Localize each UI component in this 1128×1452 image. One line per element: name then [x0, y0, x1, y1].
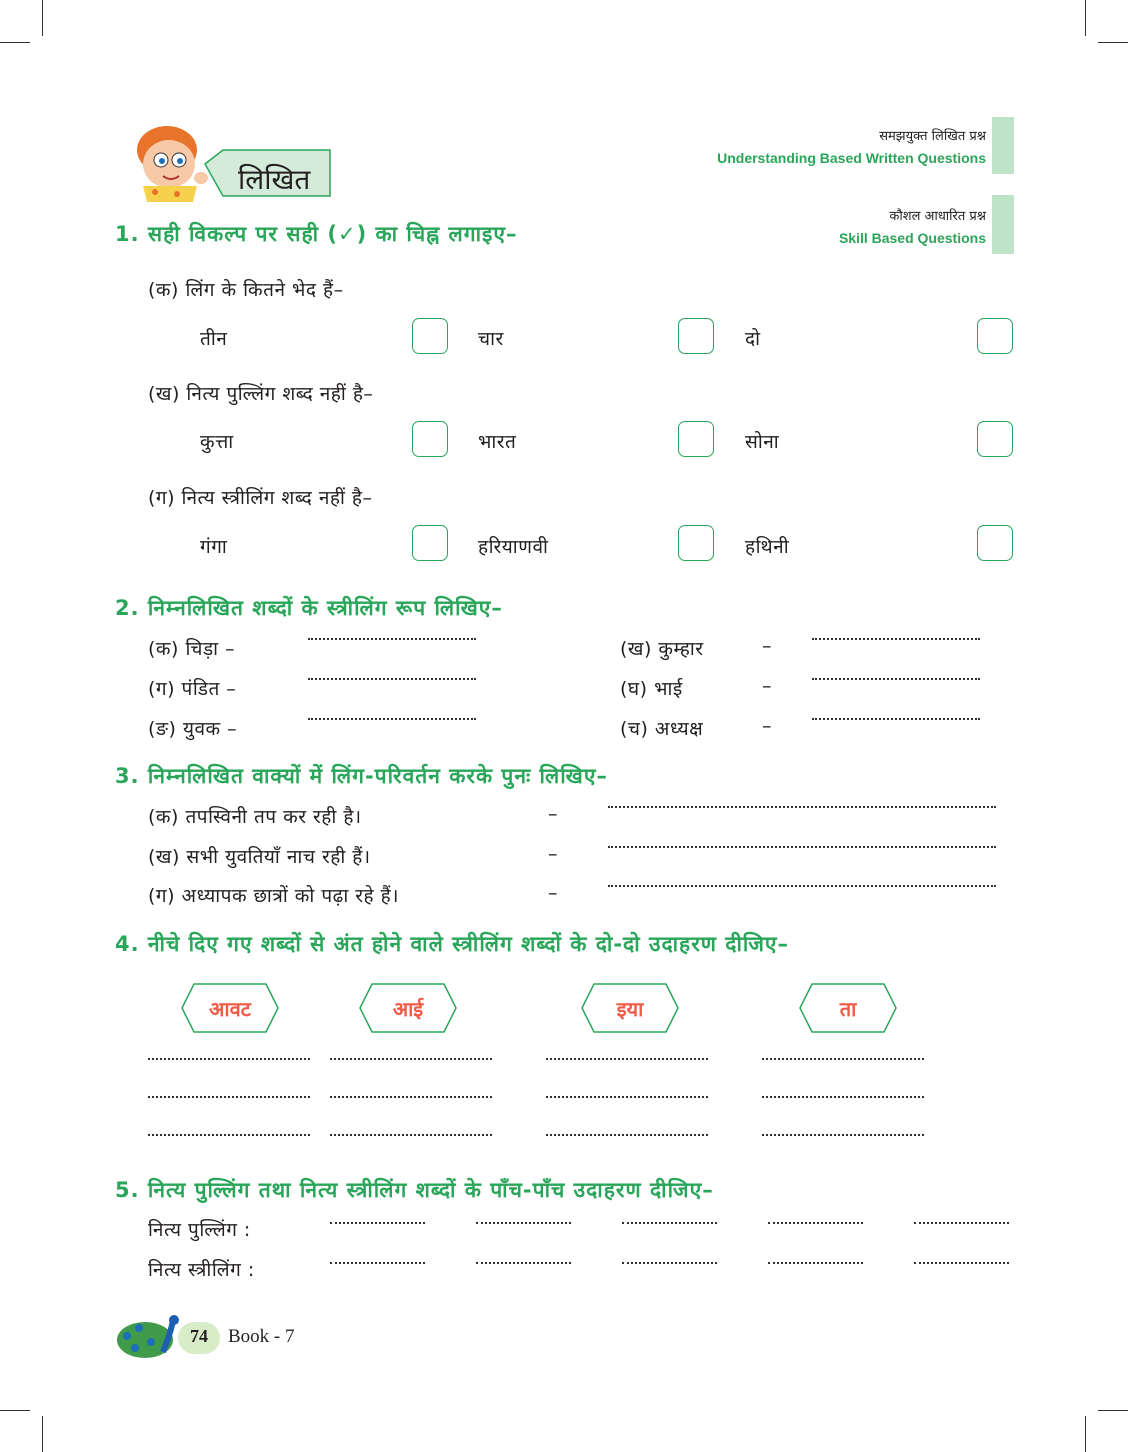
- q1-part-a-label: (क) लिंग के कितने भेद हैं–: [148, 279, 344, 301]
- suffix-2: आई: [392, 997, 424, 1021]
- q2-right-1: (ख) कुम्हार: [620, 638, 704, 660]
- q1-part-b-label: (ख) नित्य पुल्लिंग शब्द नहीं है–: [148, 383, 374, 405]
- q5-answer-line[interactable]: [768, 1222, 863, 1224]
- q1-b-checkbox-2[interactable]: [678, 421, 714, 457]
- q2-dash: –: [762, 635, 772, 657]
- q1-c-checkbox-1[interactable]: [412, 525, 448, 561]
- q1-b-opt1: कुत्ता: [200, 431, 234, 453]
- hand: [194, 172, 208, 184]
- q5-title: 5. नित्य पुल्लिंग तथा नित्य स्त्रीलिंग शब्दों के पाँच-पाँच उदाहरण दीजिए–: [115, 1178, 714, 1202]
- q2-right-2: (घ) भाई: [620, 678, 683, 700]
- tag2-bar: [992, 195, 1014, 254]
- q5-answer-line[interactable]: [768, 1262, 863, 1264]
- q1-c-opt2: हरियाणवी: [478, 536, 549, 558]
- q1-a-checkbox-1[interactable]: [412, 318, 448, 354]
- q2-title: 2. निम्नलिखित शब्दों के स्त्रीलिंग रूप लिखिए–: [115, 596, 503, 620]
- face: [143, 140, 195, 188]
- q5-row2-label: नित्य स्त्रीलिंग :: [148, 1259, 255, 1281]
- q2-answer-line-1[interactable]: [308, 638, 476, 640]
- q4-answer-line[interactable]: [148, 1096, 310, 1098]
- tag2-english: Skill Based Questions: [838, 230, 986, 246]
- q3-item-1: (क) तपस्विनी तप कर रही है।: [148, 806, 362, 828]
- q4-answer-line[interactable]: [546, 1058, 708, 1060]
- tag1-english: Understanding Based Written Questions: [717, 150, 986, 166]
- q4-answer-line[interactable]: [330, 1134, 492, 1136]
- q5-answer-line[interactable]: [914, 1222, 1009, 1224]
- suffix-3: इया: [616, 997, 644, 1021]
- section-badge: लिखित: [238, 163, 311, 196]
- q2-dash: –: [762, 715, 772, 737]
- q4-answer-line[interactable]: [546, 1134, 708, 1136]
- q5-answer-line[interactable]: [330, 1262, 425, 1264]
- q1-a-checkbox-3[interactable]: [977, 318, 1013, 354]
- q4-answer-line[interactable]: [330, 1058, 492, 1060]
- q3-title: 3. निम्नलिखित वाक्यों में लिंग-परिवर्तन करके पुनः लिखिए–: [115, 764, 608, 788]
- q2-left-3: (ङ) युवक –: [148, 718, 238, 740]
- q2-left-1: (क) चिड़ा –: [148, 638, 236, 660]
- q1-c-opt1: गंगा: [200, 536, 228, 558]
- q4-answer-line[interactable]: [762, 1096, 924, 1098]
- q5-answer-line[interactable]: [622, 1262, 717, 1264]
- q1-a-opt3: दो: [745, 328, 761, 350]
- q4-answer-line[interactable]: [148, 1058, 310, 1060]
- q1-a-opt2: चार: [478, 328, 504, 350]
- tag1-bar: [992, 117, 1014, 174]
- q2-dash: –: [762, 675, 772, 697]
- crop-mark: [42, 0, 43, 36]
- q1-c-opt3: हथिनी: [745, 536, 790, 558]
- q1-title: 1. सही विकल्प पर सही (✓) का चिह्न लगाइए–: [115, 222, 518, 246]
- q1-a-opt1: तीन: [200, 328, 228, 350]
- q3-item-2: (ख) सभी युवतियाँ नाच रही हैं।: [148, 846, 371, 868]
- q1-a-checkbox-2[interactable]: [678, 318, 714, 354]
- q2-left-2: (ग) पंडित –: [148, 678, 237, 700]
- tag1-hindi: समझयुक्त लिखित प्रश्न: [879, 129, 986, 144]
- shirt: [143, 186, 197, 202]
- crop-mark: [1085, 0, 1086, 36]
- q2-answer-line-6[interactable]: [812, 718, 980, 720]
- q4-answer-line[interactable]: [762, 1058, 924, 1060]
- crop-mark: [1098, 42, 1128, 43]
- q3-answer-line-1[interactable]: [608, 806, 996, 808]
- q5-row1-label: नित्य पुल्लिंग :: [148, 1219, 251, 1241]
- crop-mark: [0, 1410, 30, 1411]
- crop-mark: [0, 42, 30, 43]
- q4-answer-line[interactable]: [546, 1096, 708, 1098]
- q5-answer-line[interactable]: [476, 1262, 571, 1264]
- crop-mark: [42, 1416, 43, 1452]
- q5-answer-line[interactable]: [622, 1222, 717, 1224]
- q1-b-opt2: भारत: [478, 431, 517, 453]
- book-label: Book - 7: [228, 1326, 295, 1347]
- q5-answer-line[interactable]: [914, 1262, 1009, 1264]
- q2-answer-line-3[interactable]: [308, 678, 476, 680]
- q3-answer-line-3[interactable]: [608, 885, 996, 887]
- q1-part-c-label: (ग) नित्य स्त्रीलिंग शब्द नहीं है–: [148, 487, 373, 509]
- q3-dash: –: [548, 803, 558, 825]
- q3-dash: –: [548, 843, 558, 865]
- q2-answer-line-2[interactable]: [812, 638, 980, 640]
- q4-answer-line[interactable]: [148, 1134, 310, 1136]
- q3-item-3: (ग) अध्यापक छात्रों को पढ़ा रहे हैं।: [148, 885, 399, 907]
- q2-answer-line-4[interactable]: [812, 678, 980, 680]
- crop-mark: [1085, 1416, 1086, 1452]
- q4-answer-line[interactable]: [762, 1134, 924, 1136]
- suffix-1: आवट: [209, 997, 251, 1021]
- q1-b-checkbox-1[interactable]: [412, 421, 448, 457]
- q4-title: 4. नीचे दिए गए शब्दों से अंत होने वाले स्त्रीलिंग शब्दों के दो-दो उदाहरण दीजिए–: [115, 932, 790, 956]
- q5-answer-line[interactable]: [476, 1222, 571, 1224]
- q5-answer-line[interactable]: [330, 1222, 425, 1224]
- page-number: 74: [190, 1326, 208, 1346]
- q1-c-checkbox-3[interactable]: [977, 525, 1013, 561]
- q1-c-checkbox-2[interactable]: [678, 525, 714, 561]
- q2-right-3: (च) अध्यक्ष: [620, 718, 704, 740]
- crop-mark: [1098, 1410, 1128, 1411]
- suffix-4: ता: [839, 997, 857, 1021]
- q1-b-checkbox-3[interactable]: [977, 421, 1013, 457]
- q4-answer-line[interactable]: [330, 1096, 492, 1098]
- q3-dash: –: [548, 882, 558, 904]
- q1-b-opt3: सोना: [745, 431, 780, 453]
- tag2-hindi: कौशल आधारित प्रश्न: [889, 209, 986, 224]
- q3-answer-line-2[interactable]: [608, 846, 996, 848]
- q2-answer-line-5[interactable]: [308, 718, 476, 720]
